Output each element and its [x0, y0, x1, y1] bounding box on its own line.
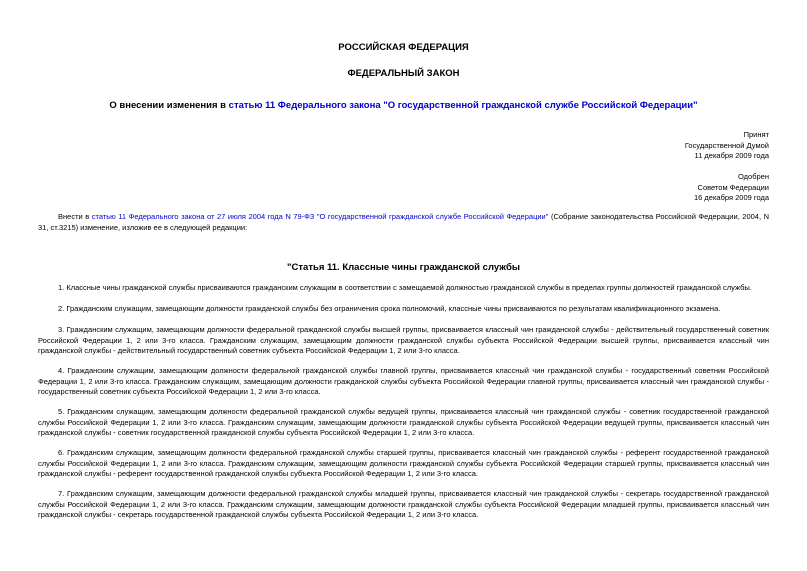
country-heading: РОССИЙСКАЯ ФЕДЕРАЦИЯ	[338, 42, 469, 53]
approved-label: Одобрен	[738, 172, 769, 181]
article-paragraph-2: 2. Гражданским служащим, замещающим должности гражданской службы без ограничения срока полномочий, классные чины присваиваются по результатам квалификационного экзамена.	[58, 304, 721, 313]
approved-date: 16 декабря 2009 года	[693, 193, 769, 202]
law-title-prefix: О внесении изменения в	[109, 100, 229, 111]
approved-by: Советом Федерации	[697, 182, 769, 192]
accepted-date: 11 декабря 2009 года	[694, 151, 769, 160]
accepted-label: Принят	[743, 130, 769, 139]
article-paragraph-6: 6. Гражданским служащим, замещающим должности федеральной гражданской службы старшей группы, присваивается классный чин гражданской службы - референт государственной гражданской службы Российской Федерации 1, 2 или 3-го класса. Гражданским служащим, замещающим должности гражданской службы субъекта Российской Федерации старшей группы, присваивается классный чин гражданской службы - референт государственной гражданской службы субъекта Российской Федерации 1, 2 или 3-го класса.	[38, 448, 769, 478]
article-paragraph-4: 4. Гражданским служащим, замещающим должности федеральной гражданской службы главной группы, присваивается классный чин гражданской службы - государственный советник Российской Федерации 1, 2 или 3-го класса. Гражданским служащим, замещающим должности гражданской службы субъекта Российской Федерации главной группы, присваивается классный чин гражданской службы - государственный советник субъекта Российской Федерации 1, 2 или 3-го класса.	[38, 366, 769, 396]
article-title: "Статья 11. Классные чины гражданской службы	[287, 262, 520, 273]
article-paragraph-3: 3. Гражданским служащим, замещающим должности федеральной гражданской службы высшей группы, присваивается классный чин гражданской службы - действительный государственный советник Российской Федерации 1, 2 или 3-го класса. Гражданским служащим, замещающим должности гражданской службы субъекта Российской Федерации высшей группы, присваивается классный чин гражданской службы - действительный государственный советник субъекта Российской Федерации 1, 2 или 3-го класса.	[38, 325, 769, 355]
intro-prefix: Внести в	[58, 212, 92, 221]
law-title	[0, 100, 807, 111]
article-paragraph-1: 1. Классные чины гражданской службы присваиваются гражданским служащим в соответствии с замещаемой должностью гражданской службы в пределах группы должностей гражданской службы.	[58, 283, 752, 292]
accepted-by: Государственной Думой	[684, 140, 769, 150]
law-title-link[interactable]: статью 11 Федерального закона "О государственной гражданской службе Российской Федерации"	[228, 100, 698, 111]
intro-link[interactable]: статью 11 Федерального закона от 27 июля 2004 года N 79-ФЗ "О государственной гражданской службе Российской Федерации"	[91, 212, 549, 221]
adoption-duma	[685, 130, 769, 162]
adoption-council	[694, 172, 769, 204]
doc-type-heading: ФЕДЕРАЛЬНЫЙ ЗАКОН	[347, 68, 460, 79]
article-paragraph-7: 7. Гражданским служащим, замещающим должности федеральной гражданской службы младшей группы, присваивается классный чин гражданской службы - секретарь государственной гражданской службы Российской Федерации 1, 2 или 3-го класса. Гражданским служащим, замещающим должности гражданской службы субъекта Российской Федерации младшей группы, присваивается классный чин гражданской службы - секретарь государственной гражданской службы субъекта Российской Федерации 1, 2 или 3-го класса.	[38, 489, 769, 519]
article-paragraph-5: 5. Гражданским служащим, замещающим должности федеральной гражданской службы ведущей группы, присваивается классный чин гражданской службы - советник государственной гражданской службы Российской Федерации 1, 2 или 3-го класса. Гражданским служащим, замещающим должности гражданской службы субъекта Российской Федерации ведущей группы, присваивается классный чин гражданской службы - советник государственной гражданской службы субъекта Российской Федерации 1, 2 или 3-го класса.	[38, 407, 769, 437]
intro-paragraph	[38, 212, 769, 233]
intro-suffix: (Собрание законодательства Российской Федерации, 2004, N 31, ст.3215) изменение, изложив ее в следующей редакции:	[38, 212, 769, 232]
